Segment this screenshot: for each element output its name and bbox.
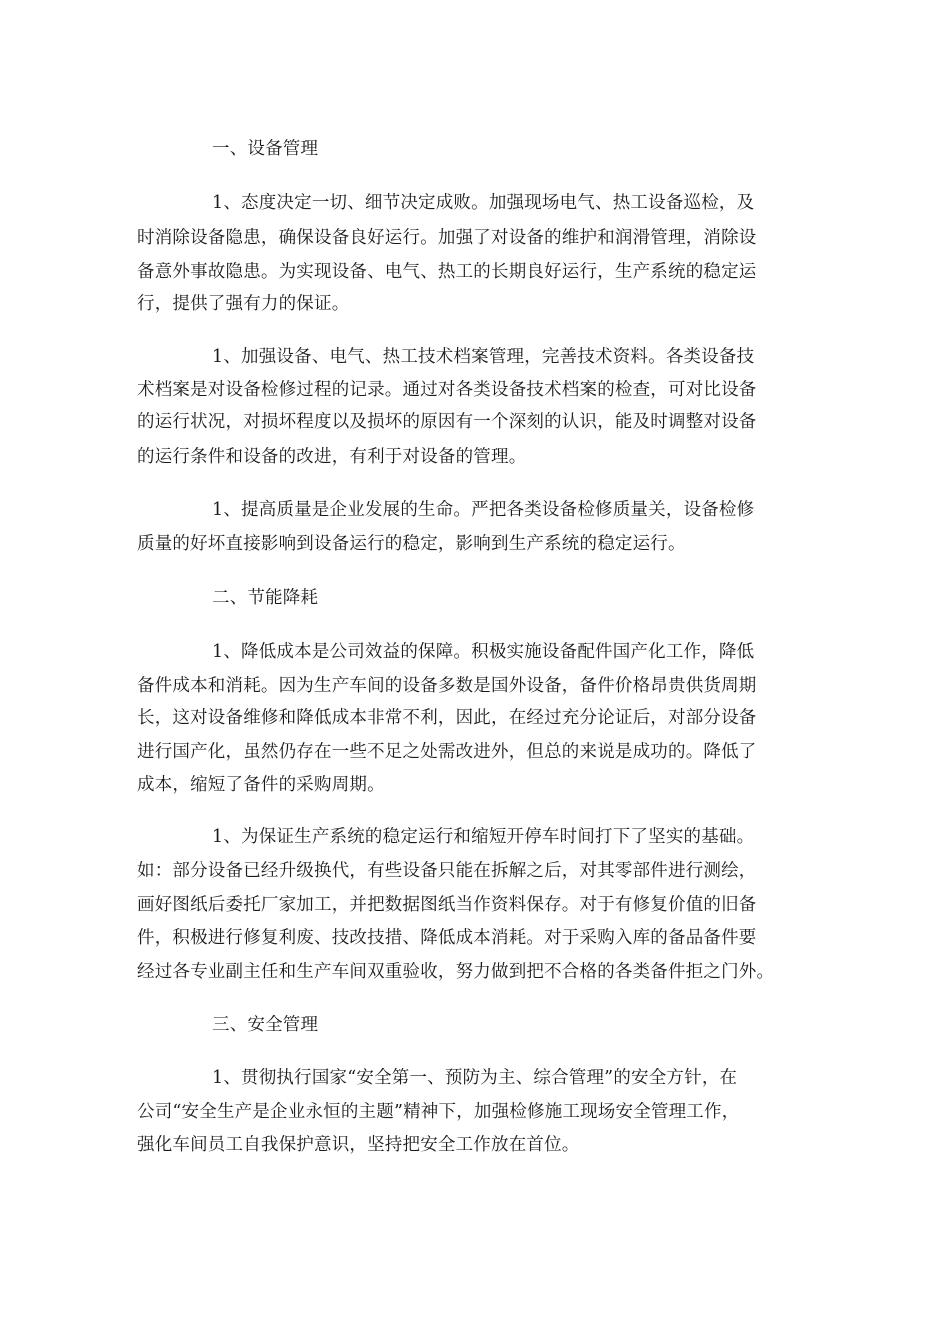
paragraph-line: 的运行条件和设备的改进，有利于对设备的管理。 bbox=[137, 447, 527, 467]
paragraph-line: 经过各专业副主任和生产车间双重验收，努力做到把不合格的各类备件拒之门外。 bbox=[137, 962, 775, 982]
paragraph-line: 1、为保证生产系统的稳定运行和缩短开停车时间打下了坚实的基础。 bbox=[212, 827, 755, 847]
paragraph-line: 1、态度决定一切、细节决定成败。加强现场电气、热工设备巡检，及 bbox=[212, 193, 755, 213]
paragraph-line: 如：部分设备已经升级换代，有些设备只能在拆解之后，对其零部件进行测绘， bbox=[137, 861, 757, 881]
paragraph-line: 1、降低成本是公司效益的保障。积极实施设备配件国产化工作，降低 bbox=[212, 642, 755, 662]
paragraph-line: 1、加强设备、电气、热工技术档案管理，完善技术资料。各类设备技 bbox=[212, 347, 755, 367]
paragraph-line: 画好图纸后委托厂家加工，并把数据图纸当作资料保存。对于有修复价值的旧备 bbox=[137, 895, 757, 915]
paragraph-line: 备件成本和消耗。因为生产车间的设备多数是国外设备，备件价格昂贵供货周期 bbox=[137, 676, 757, 696]
section-heading: 一、设备管理 bbox=[212, 139, 319, 159]
paragraph-line: 的运行状况，对损坏程度以及损坏的原因有一个深刻的认识，能及时调整对设备 bbox=[137, 412, 757, 432]
paragraph-line: 进行国产化，虽然仍存在一些不足之处需改进外，但总的来说是成功的。降低了 bbox=[137, 742, 757, 762]
paragraph-line: 时消除设备隐患，确保设备良好运行。加强了对设备的维护和润滑管理，消除设 bbox=[137, 228, 757, 248]
paragraph-line: 1、提高质量是企业发展的生命。严把各类设备检修质量关，设备检修 bbox=[212, 500, 755, 520]
paragraph-line: 行，提供了强有力的保证。 bbox=[137, 294, 350, 314]
paragraph-line: 件，积极进行修复利废、技改技措、降低成本消耗。对于采购入库的备品备件要 bbox=[137, 928, 757, 948]
paragraph-line: 质量的好坏直接影响到设备运行的稳定，影响到生产系统的稳定运行。 bbox=[137, 534, 686, 554]
paragraph-line: 1、贯彻执行国家“安全第一、预防为主、综合管理”的安全方针，在 bbox=[212, 1068, 738, 1088]
paragraph-line: 强化车间员工自我保护意识，坚持把安全工作放在首位。 bbox=[137, 1135, 580, 1155]
paragraph-line: 备意外事故隐患。为实现设备、电气、热工的长期良好运行，生产系统的稳定运 bbox=[137, 262, 757, 282]
paragraph-line: 术档案是对设备检修过程的记录。通过对各类设备技术档案的检查，可对比设备 bbox=[137, 380, 757, 400]
section-heading: 二、节能降耗 bbox=[212, 588, 319, 608]
paragraph-line: 长，这对设备维修和降低成本非常不利，因此，在经过充分论证后，对部分设备 bbox=[137, 708, 757, 728]
paragraph-line: 公司“安全生产是企业永恒的主题”精神下，加强检修施工现场安全管理工作， bbox=[137, 1102, 740, 1122]
section-heading: 三、安全管理 bbox=[212, 1015, 319, 1035]
paragraph-line: 成本，缩短了备件的采购周期。 bbox=[137, 775, 385, 795]
